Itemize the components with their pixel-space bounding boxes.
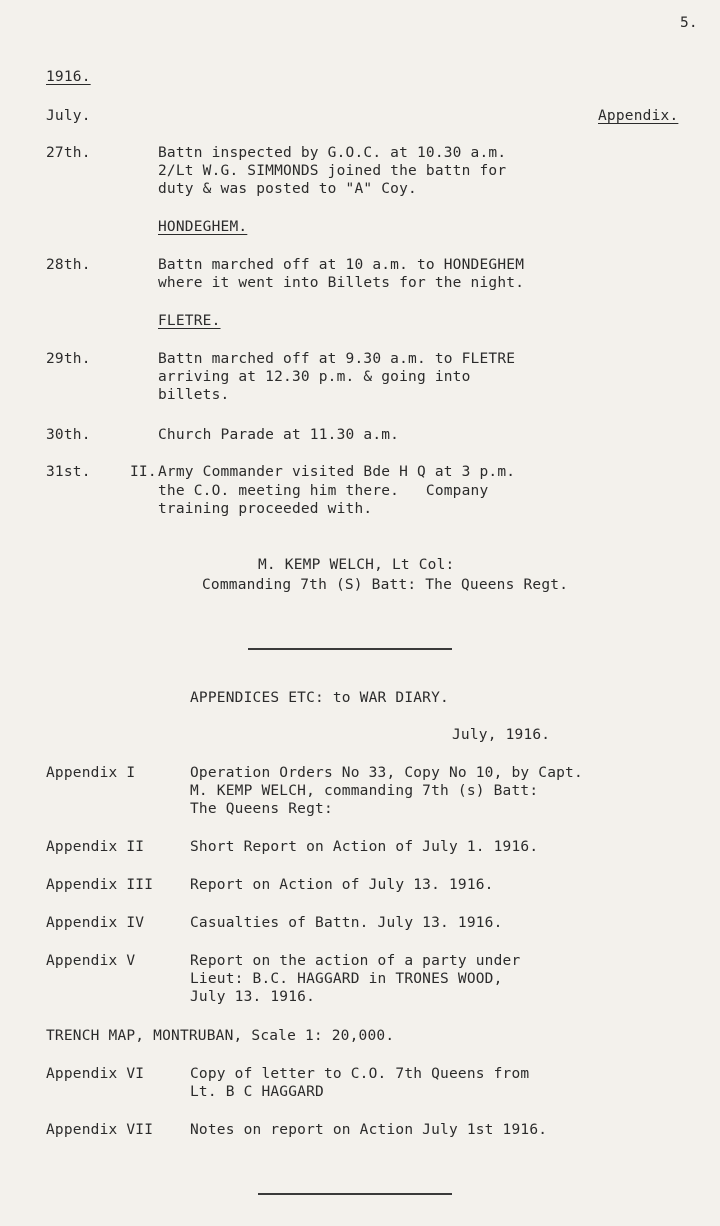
divider-rule [258, 1193, 452, 1195]
appendix-column-heading: Appendix. [598, 108, 679, 124]
diary-line: Battn marched off at 10 a.m. to HONDEGHEM [158, 257, 525, 273]
page-number: 5. [680, 15, 698, 31]
appendix-line: Short Report on Action of July 1. 1916. [190, 839, 539, 855]
appendix-line: July 13. 1916. [190, 989, 316, 1005]
appendix-label: Appendix VII [46, 1122, 154, 1138]
divider-rule [248, 648, 452, 650]
diary-line: arriving at 12.30 p.m. & going into [158, 369, 471, 385]
diary-line: training proceeded with. [158, 501, 373, 517]
trench-map-entry: TRENCH MAP, MONTRUBAN, Scale 1: 20,000. [46, 1028, 395, 1044]
signature-title: Commanding 7th (S) Batt: The Queens Regt. [202, 577, 569, 593]
appendix-line: Operation Orders No 33, Copy No 10, by Capt. [190, 765, 583, 781]
appendix-label: Appendix I [46, 765, 136, 781]
diary-line: billets. [158, 387, 230, 403]
place-heading: HONDEGHEM. [158, 219, 248, 235]
diary-line: where it went into Billets for the night. [158, 275, 525, 291]
diary-date: 31st. [46, 464, 91, 480]
month-heading: July. [46, 108, 91, 124]
diary-line: Church Parade at 11.30 a.m. [158, 427, 400, 443]
appendices-date: July, 1916. [452, 727, 551, 743]
signature-name: M. KEMP WELCH, Lt Col: [258, 557, 455, 573]
diary-line: Battn marched off at 9.30 a.m. to FLETRE [158, 351, 516, 367]
diary-line: 2/Lt W.G. SIMMONDS joined the battn for [158, 163, 507, 179]
diary-line: duty & was posted to "A" Coy. [158, 181, 417, 197]
appendix-label: Appendix VI [46, 1066, 145, 1082]
appendix-line: Lt. B C HAGGARD [190, 1084, 324, 1100]
appendix-line: Lieut: B.C. HAGGARD in TRONES WOOD, [190, 971, 503, 987]
appendix-line: Copy of letter to C.O. 7th Queens from [190, 1066, 530, 1082]
diary-date: 27th. [46, 145, 91, 161]
diary-date: 30th. [46, 427, 91, 443]
diary-date: 29th. [46, 351, 91, 367]
appendix-line: Notes on report on Action July 1st 1916. [190, 1122, 548, 1138]
appendix-line: M. KEMP WELCH, commanding 7th (s) Batt: [190, 783, 539, 799]
appendix-label: Appendix V [46, 953, 136, 969]
appendix-label: Appendix II [46, 839, 145, 855]
diary-line: Army Commander visited Bde H Q at 3 p.m. [158, 464, 516, 480]
appendix-line: Casualties of Battn. July 13. 1916. [190, 915, 503, 931]
appendix-line: Report on Action of July 13. 1916. [190, 877, 494, 893]
diary-line: Battn inspected by G.O.C. at 10.30 a.m. [158, 145, 507, 161]
appendix-line: The Queens Regt: [190, 801, 333, 817]
diary-date: 28th. [46, 257, 91, 273]
appendix-label: Appendix III [46, 877, 154, 893]
place-heading: FLETRE. [158, 313, 221, 329]
diary-line: the C.O. meeting him there. Company [158, 483, 489, 499]
appendix-line: Report on the action of a party under [190, 953, 521, 969]
appendix-label: Appendix IV [46, 915, 145, 931]
appendices-heading: APPENDICES ETC: to WAR DIARY. [190, 690, 449, 706]
appendix-marker: II. [130, 464, 157, 480]
year-heading: 1916. [46, 69, 91, 85]
